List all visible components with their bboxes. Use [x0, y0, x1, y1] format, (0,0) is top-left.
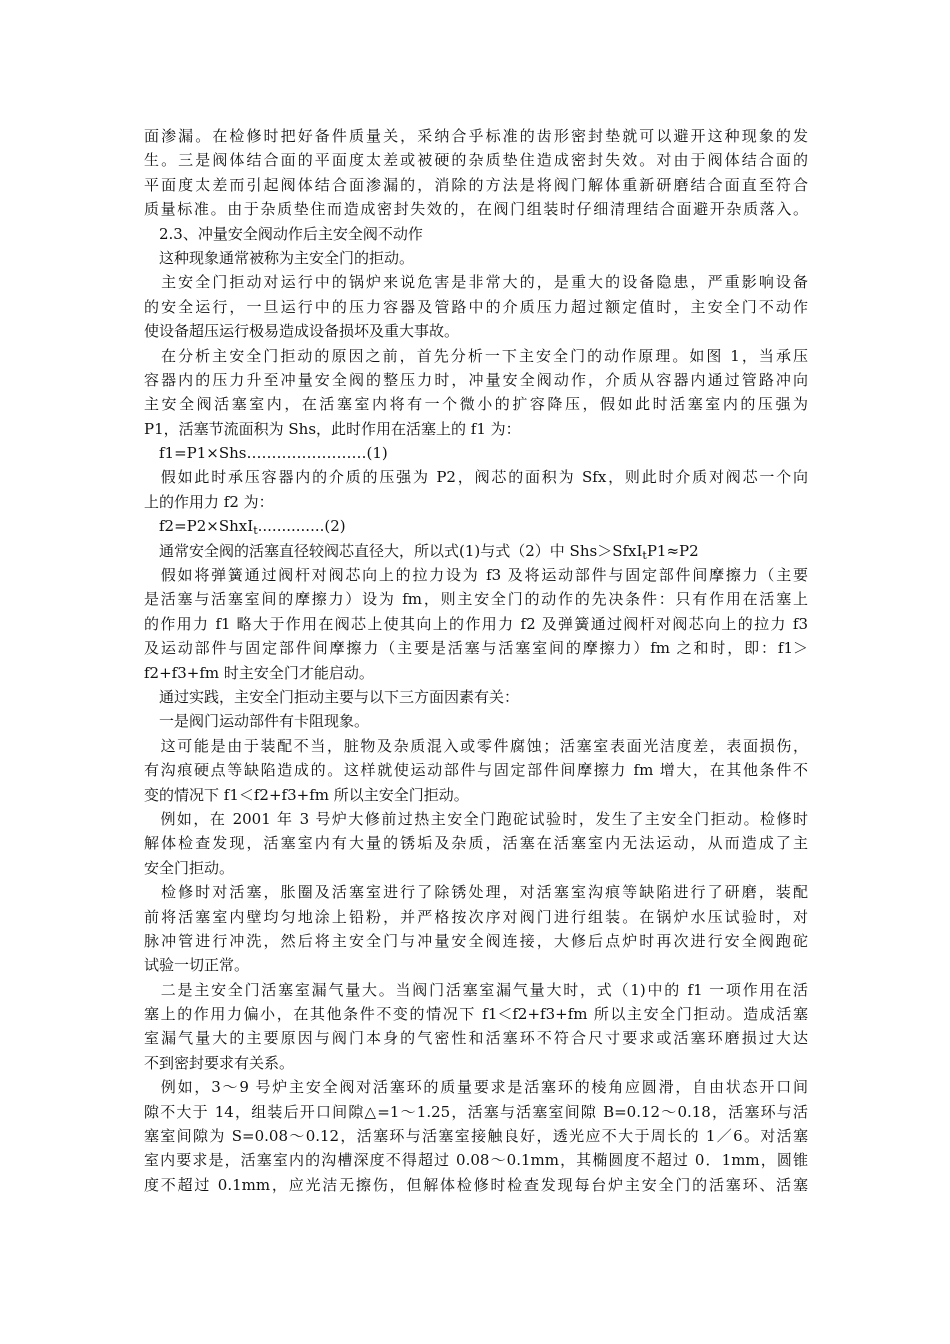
text-line [144, 880, 808, 904]
text-line-content: 试验一切正常。 [144, 956, 250, 975]
text-line [144, 563, 808, 587]
text-line [144, 465, 808, 489]
text-line-tail: ..............(2) [257, 517, 346, 536]
text-line-content: f2+f3+fm 时主安全门才能启动。 [144, 663, 374, 682]
text-line [144, 1124, 808, 1148]
subscript-text: t [642, 548, 647, 562]
text-line-content: 室内要求是，活塞室内的沟槽深度不得超过 0.08～0.1mm，其椭圆度不超过 0．1mm，圆锥 [144, 1151, 808, 1170]
text-line [144, 758, 808, 782]
text-line-content: 的安全运行，一旦运行中的压力容器及管路中的介质压力超过额定值时，主安全门不动作 [144, 297, 808, 316]
text-line [144, 417, 808, 441]
text-line-content: 面渗漏。在检修时把好备件质量关，采纳合乎标准的齿形密封垫就可以避开这种现象的发 [144, 127, 808, 145]
text-line [144, 514, 808, 538]
text-line-content: 解体检查发现，活塞室内有大量的锈垢及杂质，活塞在活塞室内无法运动，从而造成了主 [144, 834, 808, 853]
text-line [144, 856, 808, 880]
subscript-text: t [253, 524, 258, 538]
text-line-content: 这可能是由于装配不当，脏物及杂质混入或零件腐蚀；活塞室表面光洁度差，表面损伤， [144, 736, 808, 755]
text-line [144, 1002, 808, 1026]
text-line-content: 及运动部件与固定部件间摩擦力（主要是活塞与活塞室间的摩擦力）fm 之和时，即：f1＞ [144, 639, 808, 658]
text-line [144, 344, 808, 368]
text-line [144, 953, 808, 977]
text-line [144, 661, 808, 685]
text-line [144, 539, 808, 563]
text-line [144, 734, 808, 758]
text-line-tail: P1≈P2 [646, 541, 699, 560]
text-line-content: f2=P2×ShxI [144, 517, 254, 536]
text-line-content: 的作用力 f1 略大于作用在阀芯上使其向上的作用力 f2 及弹簧通过阀杆对阀芯向上的拉力 f3 [144, 614, 808, 633]
text-line [144, 148, 808, 172]
text-line [144, 270, 808, 294]
text-line-content: 是活塞与活塞室间的摩擦力）设为 fm，则主安全门的动作的先决条件：只有作用在活塞上 [144, 590, 808, 609]
text-line-content: 度不超过 0.1mm，应光洁无擦伤，但解体检修时检查发现每台炉主安全门的活塞环、活塞 [144, 1175, 808, 1194]
text-line-content: 生。三是阀体结合面的平面度太差或被硬的杂质垫住造成密封失效。对由于阀体结合面的 [144, 151, 808, 170]
text-line [144, 831, 808, 855]
text-line [144, 978, 808, 1002]
text-line-content: 主安全阀活塞室内，在活塞室内将有一个微小的扩容降压，假如此时活塞室内的压强为 [144, 395, 808, 414]
text-line [144, 587, 808, 611]
text-line [144, 124, 808, 148]
text-line [144, 1173, 808, 1197]
text-line [144, 319, 808, 343]
text-line-content: 上的作用力 f2 为： [144, 492, 274, 511]
text-line-content: 塞上的作用力偏小，在其他条件不变的情况下 f1＜f2+f3+fm 所以主安全门拒动。造成活塞 [144, 1005, 808, 1024]
text-line [144, 222, 808, 246]
text-line [144, 368, 808, 392]
text-line-content: 使设备超压运行极易造成设备损坏及重大事故。 [144, 322, 460, 341]
text-line [144, 1100, 808, 1124]
text-line-content: 通常安全阀的活塞直径较阀芯直径大，所以式(1)与式（2）中 Shs＞SfxI [144, 541, 643, 560]
document-body [144, 124, 808, 1197]
text-line-content: 假如将弹簧通过阀杆对阀芯向上的拉力设为 f3 及将运动部件与固定部件间摩擦力（主要 [144, 566, 808, 585]
text-line-content: 检修时对活塞，胀圈及活塞室进行了除锈处理，对活塞室沟痕等缺陷进行了研磨，装配 [144, 883, 808, 902]
text-line-content: 二是主安全门活塞室漏气量大。当阀门活塞室漏气量大时，式（1)中的 f1 一项作用在活 [144, 980, 808, 999]
text-line-content: 假如此时承压容器内的介质的压强为 P2，阀芯的面积为 Sfx，则此时介质对阀芯一个向 [144, 468, 808, 487]
text-line-content: 一是阀门运动部件有卡阻现象。 [144, 712, 370, 731]
text-line-content: 例如，3～9 号炉主安全阀对活塞环的质量要求是活塞环的棱角应圆滑，自由状态开口间 [144, 1078, 808, 1097]
text-line-content: 变的情况下 f1＜f2+f3+fm 所以主安全门拒动。 [144, 785, 469, 804]
text-line [144, 392, 808, 416]
text-line [144, 905, 808, 929]
text-line-content: 质量标准。由于杂质垫住而造成密封失效的，在阀门组装时仔细清理结合面避开杂质落入。 [144, 200, 808, 219]
text-line [144, 1051, 808, 1075]
text-line [144, 490, 808, 514]
text-line-content: P1，活塞节流面积为 Shs，此时作用在活塞上的 f1 为： [144, 419, 521, 438]
text-line-content: 安全门拒动。 [144, 858, 235, 877]
text-line [144, 1148, 808, 1172]
text-line-content: 隙不大于 14，组装后开口间隙△=1～1.25，活塞与活塞室间隙 B=0.12～0.18，活塞环与活 [144, 1102, 808, 1121]
text-line-content: 例如，在 2001 年 3 号炉大修前过热主安全门跑砣试验时，发生了主安全门拒动。检修时 [144, 809, 808, 828]
text-line-content: 前将活塞室内壁均匀地涂上铅粉，并严格按次序对阀门进行组装。在锅炉水压试验时，对 [144, 907, 808, 926]
text-line [144, 709, 808, 733]
text-line-content: 塞室间隙为 S=0.08～0.12，活塞环与活塞室接触良好，透光应不大于周长的 1／6。对活塞 [144, 1127, 808, 1146]
text-line-content: 在分析主安全门拒动的原因之前，首先分析一下主安全门的动作原理。如图 1，当承压 [144, 346, 808, 365]
text-line [144, 246, 808, 270]
text-line [144, 685, 808, 709]
text-line-content: 有沟痕硬点等缺陷造成的。这样就使运动部件与固定部件间摩擦力 fm 增大，在其他条件不 [144, 761, 808, 780]
text-line [144, 636, 808, 660]
text-line [144, 441, 808, 465]
text-line-content: 通过实践，主安全门拒动主要与以下三方面因素有关： [144, 687, 520, 706]
text-line-content: 脉冲管进行冲洗，然后将主安全门与冲量安全阀连接，大修后点炉时再次进行安全阀跑砣 [144, 931, 808, 950]
text-line-content: 平面度太差而引起阀体结合面渗漏的，消除的方法是将阀门解体重新研磨结合面直至符合 [144, 175, 808, 194]
text-line-content: f1=P1×Shs……………………(1) [144, 444, 388, 463]
text-line [144, 783, 808, 807]
text-line [144, 173, 808, 197]
text-line [144, 197, 808, 221]
text-line-content: 不到密封要求有关系。 [144, 1053, 295, 1072]
text-line [144, 929, 808, 953]
text-line-content: 容器内的压力升至冲量安全阀的整压力时，冲量安全阀动作，介质从容器内通过管路冲向 [144, 370, 808, 389]
text-line-content: 这种现象通常被称为主安全门的拒动。 [144, 248, 415, 267]
text-line [144, 1026, 808, 1050]
text-line [144, 1075, 808, 1099]
text-line [144, 807, 808, 831]
text-line-content: 2.3、冲量安全阀动作后主安全阀不动作 [144, 224, 423, 243]
text-line-content: 主安全门拒动对运行中的锅炉来说危害是非常大的，是重大的设备隐患，严重影响设备 [144, 273, 808, 292]
text-line-content: 室漏气量大的主要原因与阀门本身的气密性和活塞环不符合尺寸要求或活塞环磨损过大达 [144, 1029, 808, 1048]
text-line [144, 612, 808, 636]
text-line [144, 295, 808, 319]
